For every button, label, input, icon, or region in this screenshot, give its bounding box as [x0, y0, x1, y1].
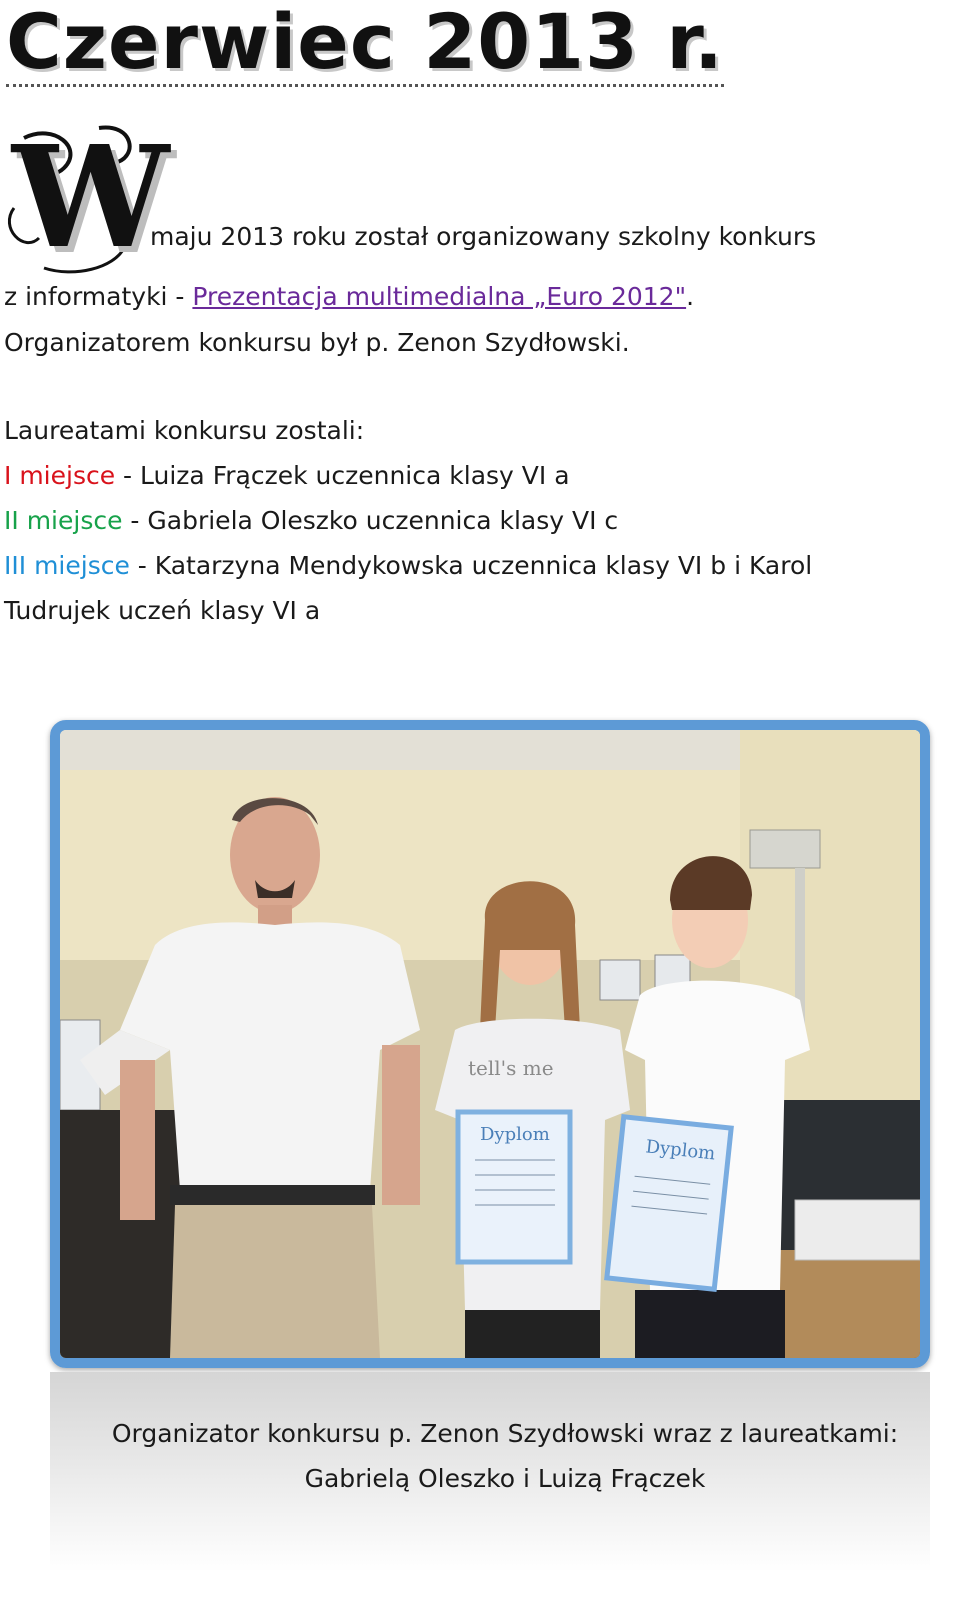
paragraph-line-1: maju 2013 roku został organizowany szkolny konkurs: [150, 222, 817, 251]
paragraph-line-2-suffix: .: [686, 282, 695, 311]
paragraph-line-2-prefix: z informatyki -: [4, 282, 193, 311]
competition-link[interactable]: Prezentacja multimedialna „Euro 2012": [192, 282, 687, 311]
page-title: Czerwiec 2013 r.: [6, 0, 724, 86]
place-first-label: I miejsce: [4, 461, 116, 490]
certificate-2-label: Dyplom: [644, 1136, 717, 1165]
certificate-1-label: Dyplom: [480, 1124, 550, 1145]
laureate-third-text: - Katarzyna Mendykowska uczennica klasy VI b i Karol: [129, 551, 813, 580]
place-third-label: III miejsce: [4, 551, 130, 580]
laureates-heading: Laureatami konkursu zostali:: [4, 416, 365, 445]
dropcap-letter: W: [12, 116, 170, 280]
laureate-third: [4, 551, 812, 580]
laureate-first: [4, 461, 570, 490]
tshirt-text: tell's me: [468, 1056, 554, 1080]
photo-caption-line-2: Gabrielą Oleszko i Luizą Frączek: [304, 1464, 706, 1493]
paragraph-line-3: Organizatorem konkursu był p. Zenon Szydłowski.: [4, 328, 630, 357]
dropcap-ornament: [4, 116, 170, 280]
award-photo-illustration: [60, 730, 920, 1358]
place-second-label: II miejsce: [4, 506, 123, 535]
award-photo: [50, 720, 930, 1368]
laureate-second-text: - Gabriela Oleszko uczennica klasy VI c: [122, 506, 619, 535]
laureate-third-continuation: Tudrujek uczeń klasy VI a: [4, 596, 321, 625]
laureate-first-text: - Luiza Frączek uczennica klasy VI a: [115, 461, 570, 490]
laureate-second: [4, 506, 618, 535]
paragraph-line-2: [4, 282, 694, 311]
photo-caption-line-1: Organizator konkursu p. Zenon Szydłowski wraz z laureatkami:: [111, 1419, 899, 1448]
